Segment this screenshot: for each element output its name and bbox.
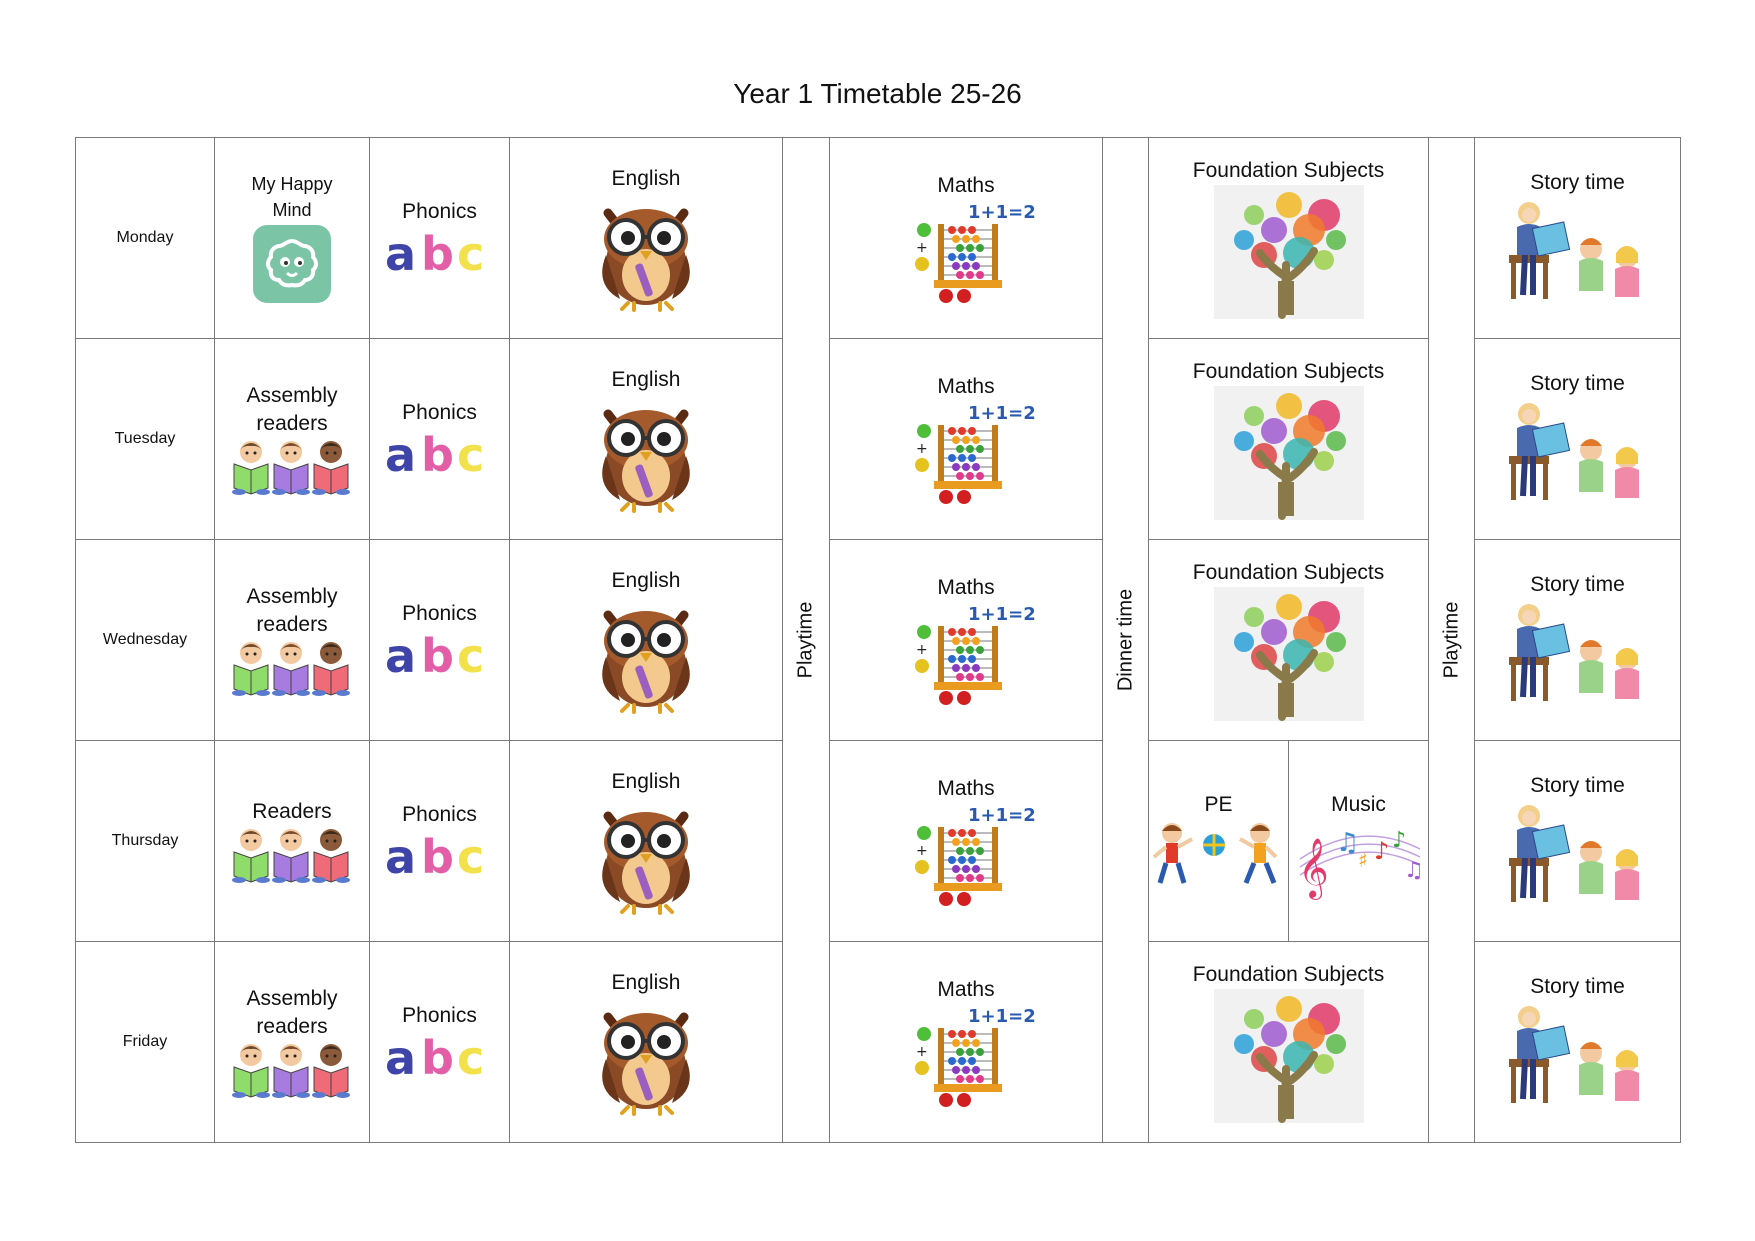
maths-label: Maths: [937, 777, 995, 800]
abc-letters-icon: [384, 829, 495, 884]
svg-text:♯: ♯: [1357, 848, 1368, 872]
abc-letters-icon: [384, 226, 495, 281]
foundation-cell: [1149, 138, 1429, 339]
session1-label: Assembly readers: [246, 987, 338, 1038]
session1-label: Assembly readers: [246, 585, 338, 636]
abacus-icon: [910, 200, 1036, 304]
session1-cell: [215, 138, 370, 339]
tree-icon: [1214, 386, 1364, 520]
svg-text:𝄞: 𝄞: [1297, 838, 1329, 898]
abacus-icon: [910, 602, 1036, 706]
session1-cell: [215, 942, 370, 1143]
readers-icon: [231, 1041, 353, 1099]
playtime-label: Playtime: [794, 601, 817, 679]
svg-text:a: a: [384, 1031, 416, 1085]
story-label: Story time: [1530, 573, 1625, 596]
svg-text:a: a: [384, 428, 416, 482]
svg-text:c: c: [456, 830, 484, 884]
day-cell: [76, 942, 215, 1143]
foundation-label: Foundation Subjects: [1192, 963, 1385, 986]
phonics-cell: [370, 138, 510, 339]
svg-text:♫: ♫: [1335, 828, 1359, 858]
session1-cell: [215, 339, 370, 540]
maths-cell: [830, 138, 1103, 339]
day-cell: [76, 138, 215, 339]
svg-text:a: a: [384, 227, 416, 281]
pe-label: PE: [1204, 793, 1233, 816]
svg-text:c: c: [456, 227, 484, 281]
maths-label: Maths: [937, 375, 995, 398]
tree-icon: [1214, 989, 1364, 1123]
session1-cell: [215, 741, 370, 942]
music-label: Music: [1331, 793, 1386, 816]
svg-text:1+1=2: 1+1=2: [968, 604, 1036, 625]
maths-cell: [830, 942, 1103, 1143]
foundation-label: Foundation Subjects: [1192, 561, 1385, 584]
readers-icon: [231, 826, 353, 884]
english-label: English: [611, 971, 681, 994]
abacus-icon: [910, 803, 1036, 907]
svg-text:1+1=2: 1+1=2: [968, 805, 1036, 826]
maths-label: Maths: [937, 174, 995, 197]
dinner-time-label: Dinner time: [1114, 588, 1136, 692]
timetable: [75, 137, 1681, 1143]
afternoon-cell: [1149, 741, 1429, 942]
svg-text:c: c: [456, 428, 484, 482]
story-cell: [1475, 540, 1681, 741]
foundation-cell: [1149, 540, 1429, 741]
children-ball-icon: [1150, 819, 1288, 891]
day-label: Tuesday: [114, 430, 176, 447]
dinner-time-column: [1103, 138, 1149, 1143]
svg-text:b: b: [420, 1031, 454, 1085]
story-cell: [1475, 741, 1681, 942]
svg-text:b: b: [420, 227, 454, 281]
svg-text:♪: ♪: [1373, 837, 1389, 865]
phonics-cell: [370, 942, 510, 1143]
session1-label: Assembly readers: [246, 384, 338, 435]
day-label: Thursday: [111, 832, 179, 849]
english-label: English: [611, 167, 681, 190]
day-label: Friday: [122, 1033, 168, 1050]
day-cell: [76, 741, 215, 942]
phonics-cell: [370, 540, 510, 741]
session1-cell: [215, 540, 370, 741]
phonics-label: Phonics: [402, 602, 477, 625]
playtime-morning-column: [783, 138, 830, 1143]
svg-text:c: c: [456, 1031, 484, 1085]
pe-cell: [1149, 741, 1288, 941]
foundation-cell: [1149, 339, 1429, 540]
story-reading-icon: [1503, 800, 1653, 910]
readers-icon: [231, 639, 353, 697]
svg-text:a: a: [384, 629, 416, 683]
story-cell: [1475, 942, 1681, 1143]
maths-label: Maths: [937, 576, 995, 599]
story-label: Story time: [1530, 975, 1625, 998]
day-label: Monday: [116, 229, 174, 246]
svg-text:1+1=2: 1+1=2: [968, 1006, 1036, 1027]
svg-text:♫: ♫: [1403, 858, 1424, 883]
story-label: Story time: [1530, 774, 1625, 797]
owl-icon: [590, 796, 702, 914]
story-cell: [1475, 138, 1681, 339]
svg-text:1+1=2: 1+1=2: [968, 202, 1036, 223]
music-cell: [1288, 741, 1428, 941]
maths-cell: [830, 339, 1103, 540]
tree-icon: [1214, 587, 1364, 721]
story-reading-icon: [1503, 398, 1653, 508]
foundation-label: Foundation Subjects: [1192, 159, 1385, 182]
music-notes-icon: [1296, 819, 1424, 898]
english-label: English: [611, 368, 681, 391]
abacus-icon: [910, 401, 1036, 505]
timetable-row: [76, 138, 1681, 339]
english-label: English: [611, 569, 681, 592]
english-cell: [510, 339, 783, 540]
svg-text:+: +: [916, 1044, 928, 1060]
english-cell: [510, 138, 783, 339]
english-cell: [510, 942, 783, 1143]
maths-label: Maths: [937, 978, 995, 1001]
owl-icon: [590, 997, 702, 1115]
playtime-label: Playtime: [1440, 601, 1462, 679]
phonics-label: Phonics: [402, 200, 477, 223]
english-cell: [510, 741, 783, 942]
story-reading-icon: [1503, 1001, 1653, 1111]
owl-icon: [590, 394, 702, 512]
abc-letters-icon: [384, 1030, 495, 1085]
svg-text:+: +: [916, 240, 928, 256]
phonics-cell: [370, 741, 510, 942]
happy-mind-icon: [251, 223, 333, 305]
maths-cell: [830, 540, 1103, 741]
phonics-cell: [370, 339, 510, 540]
story-cell: [1475, 339, 1681, 540]
abc-letters-icon: [384, 628, 495, 683]
story-reading-icon: [1503, 599, 1653, 709]
day-label: Wednesday: [102, 631, 188, 648]
svg-text:+: +: [916, 843, 928, 859]
svg-text:b: b: [420, 830, 454, 884]
story-label: Story time: [1530, 372, 1625, 395]
tree-icon: [1214, 185, 1364, 319]
day-cell: [76, 540, 215, 741]
session1-label: Readers: [252, 800, 332, 823]
svg-text:♪: ♪: [1391, 828, 1406, 853]
phonics-label: Phonics: [402, 803, 477, 826]
owl-icon: [590, 193, 702, 311]
svg-text:c: c: [456, 629, 484, 683]
svg-text:b: b: [420, 629, 454, 683]
english-cell: [510, 540, 783, 741]
abc-letters-icon: [384, 427, 495, 482]
playtime-afternoon-column: [1429, 138, 1475, 1143]
page-title: Year 1 Timetable 25-26: [733, 78, 1022, 109]
maths-cell: [830, 741, 1103, 942]
english-label: English: [611, 770, 681, 793]
svg-text:a: a: [384, 830, 416, 884]
readers-icon: [231, 438, 353, 496]
abacus-icon: [910, 1004, 1036, 1108]
owl-icon: [590, 595, 702, 713]
svg-text:+: +: [916, 642, 928, 658]
story-label: Story time: [1530, 171, 1625, 194]
svg-text:b: b: [420, 428, 454, 482]
phonics-label: Phonics: [402, 1004, 477, 1027]
story-reading-icon: [1503, 197, 1653, 307]
session1-label: My Happy Mind: [251, 174, 333, 220]
foundation-cell: [1149, 942, 1429, 1143]
svg-text:+: +: [916, 441, 928, 457]
foundation-label: Foundation Subjects: [1192, 360, 1385, 383]
phonics-label: Phonics: [402, 401, 477, 424]
day-cell: [76, 339, 215, 540]
svg-text:1+1=2: 1+1=2: [968, 403, 1036, 424]
